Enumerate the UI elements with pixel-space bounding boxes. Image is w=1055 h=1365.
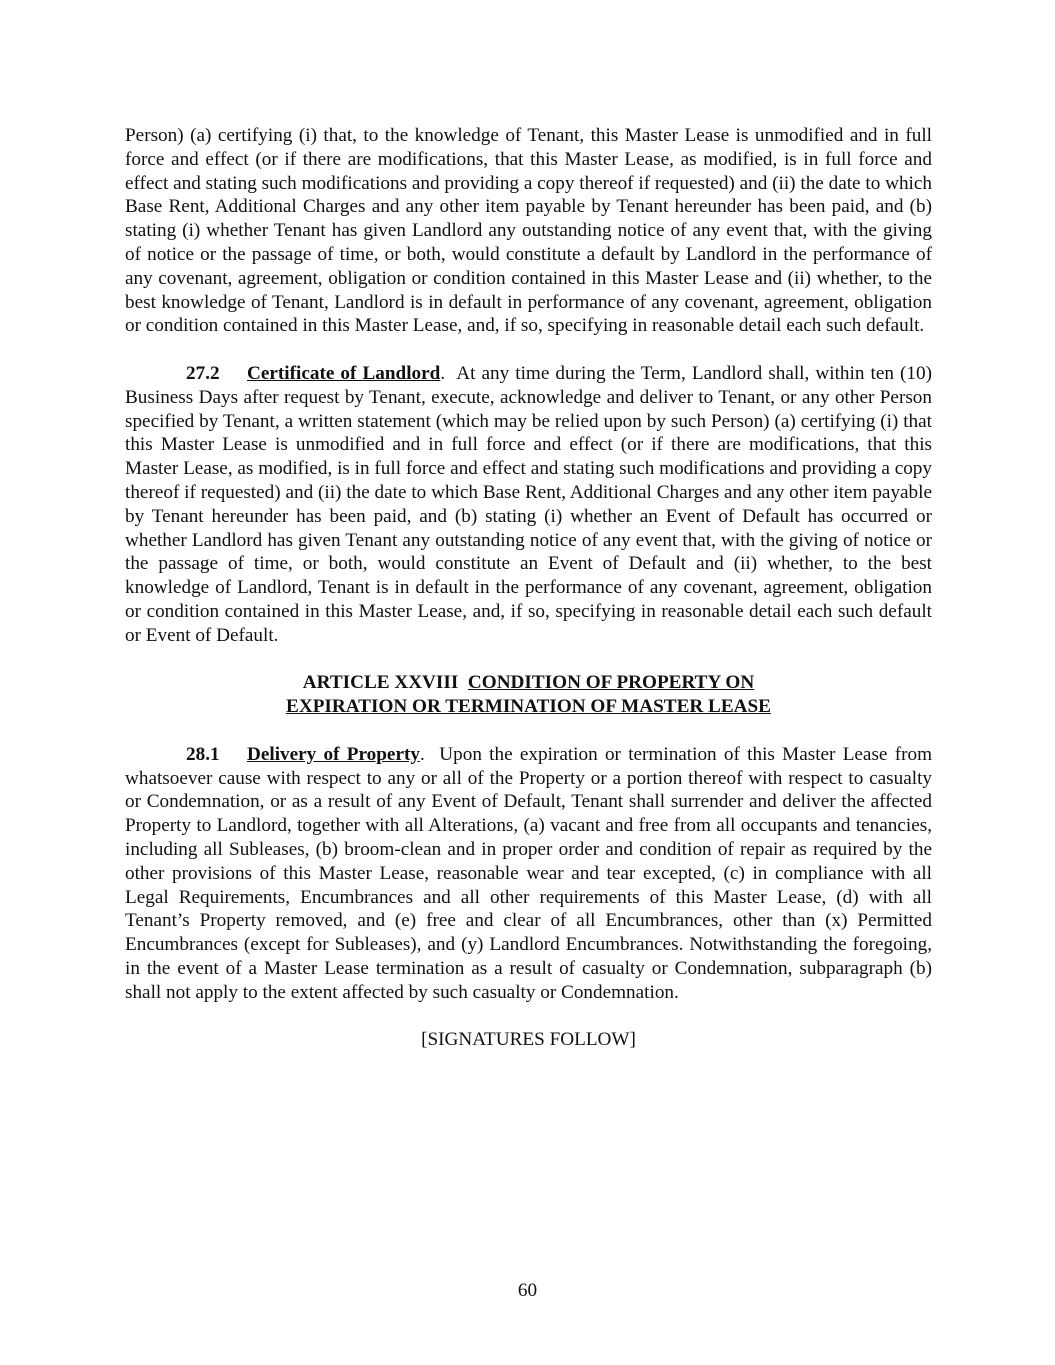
spacer: [125, 1004, 932, 1028]
section-body: At any time during the Term, Landlord shall, within ten (10) Business Days after request by Tenant, execute, acknowledge and deliver to Tenant, or any other Person specified by Tenant, a written statement (which may be relied upon by such Person) (a) certifying (i) that this Master Lease is unmodified and in full force and effect (or if there are modifications, that this Master Lease, as modified, is in full force and effect and stating such modifications and providing a copy thereof if requested) and (ii) the date to which Base Rent, Additional Charges and any other item payable by Tenant hereunder has been paid, and (b) stating (i) whether an Event of Default has occurred or whether Landlord has given Tenant any outstanding notice of any event that, with the giving of notice or the passage of time, or both, would constitute an Event of Default and (ii) whether, to the best knowledge of Landlord, Tenant is in default in the performance of any covenant, agreement, obligation or condition contained in this Master Lease, and, if so, specifying in reasonable detail each such default or Event of Default.: [125, 362, 932, 646]
article-label: ARTICLE XXVIII: [302, 672, 459, 694]
signatures-follow-note: [SIGNATURES FOLLOW]: [421, 1029, 636, 1051]
page-number: 60: [517, 1280, 538, 1301]
article-title-line-1: CONDITION OF PROPERTY ON: [467, 672, 755, 694]
section-number: 27.2: [186, 362, 220, 384]
article-heading-line-1: [125, 671, 932, 695]
spacer: [125, 648, 932, 672]
section-title: Delivery of Property: [247, 743, 420, 765]
spacer: [125, 338, 932, 362]
section-body: Upon the expiration or termination of this Master Lease from whatsoever cause with respect to any or all of the Property or a portion thereof with respect to casualty or Condemnation, or as a result of any Event of Default, Tenant shall surrender and deliver the affected Property to Landlord, together with all Alterations, (a) vacant and free from all occupants and tenancies, including all Subleases, (b) broom-clean and in proper order and condition of repair as required by the other provisions of this Master Lease, reasonable wear and tear excepted, (c) in compliance with all Legal Requirements, Encumbrances and all other requirements of this Master Lease, (d) with all Tenant’s Property removed, and (e) free and clear of all Encumbrances, other than (x) Permitted Encumbrances (except for Subleases), and (y) Landlord Encumbrances. Notwithstanding the foregoing, in the event of a Master Lease termination as a result of casualty or Condemnation, subparagraph (b) shall not apply to the extent affected by such casualty or Condemnation.: [125, 743, 932, 1003]
section-title: Certificate of Landlord: [247, 362, 441, 384]
spacer: [125, 719, 932, 743]
article-title-line-2: EXPIRATION OR TERMINATION OF MASTER LEASE: [286, 696, 771, 718]
section-number: 28.1: [186, 743, 220, 765]
article-heading-line-2: [125, 695, 932, 719]
section-27-2-paragraph: [125, 362, 932, 648]
document-page: [125, 124, 932, 1052]
title-suffix: .: [440, 362, 446, 384]
continuation-paragraph: Person) (a) certifying (i) that, to the knowledge of Tenant, this Master Lease is unmodified and in full force and effect (or if there are modifications, that this Master Lease, as modified, is in full force and effect and stating such modifications and providing a copy thereof if requested) and (ii) the date to which Base Rent, Additional Charges and any other item payable by Tenant hereunder has been paid, and (b) stating (i) whether Tenant has given Landlord any outstanding notice of any event that, with the giving of notice or the passage of time, or both, would constitute a default by Landlord in the performance of any covenant, agreement, obligation or condition contained in this Master Lease and (ii) whether, to the best knowledge of Tenant, Landlord is in default in performance of any covenant, agreement, obligation or condition contained in this Master Lease, and, if so, specifying in reasonable detail each such default.: [125, 125, 932, 337]
section-28-1-paragraph: [125, 743, 932, 1005]
title-suffix: .: [419, 743, 425, 765]
